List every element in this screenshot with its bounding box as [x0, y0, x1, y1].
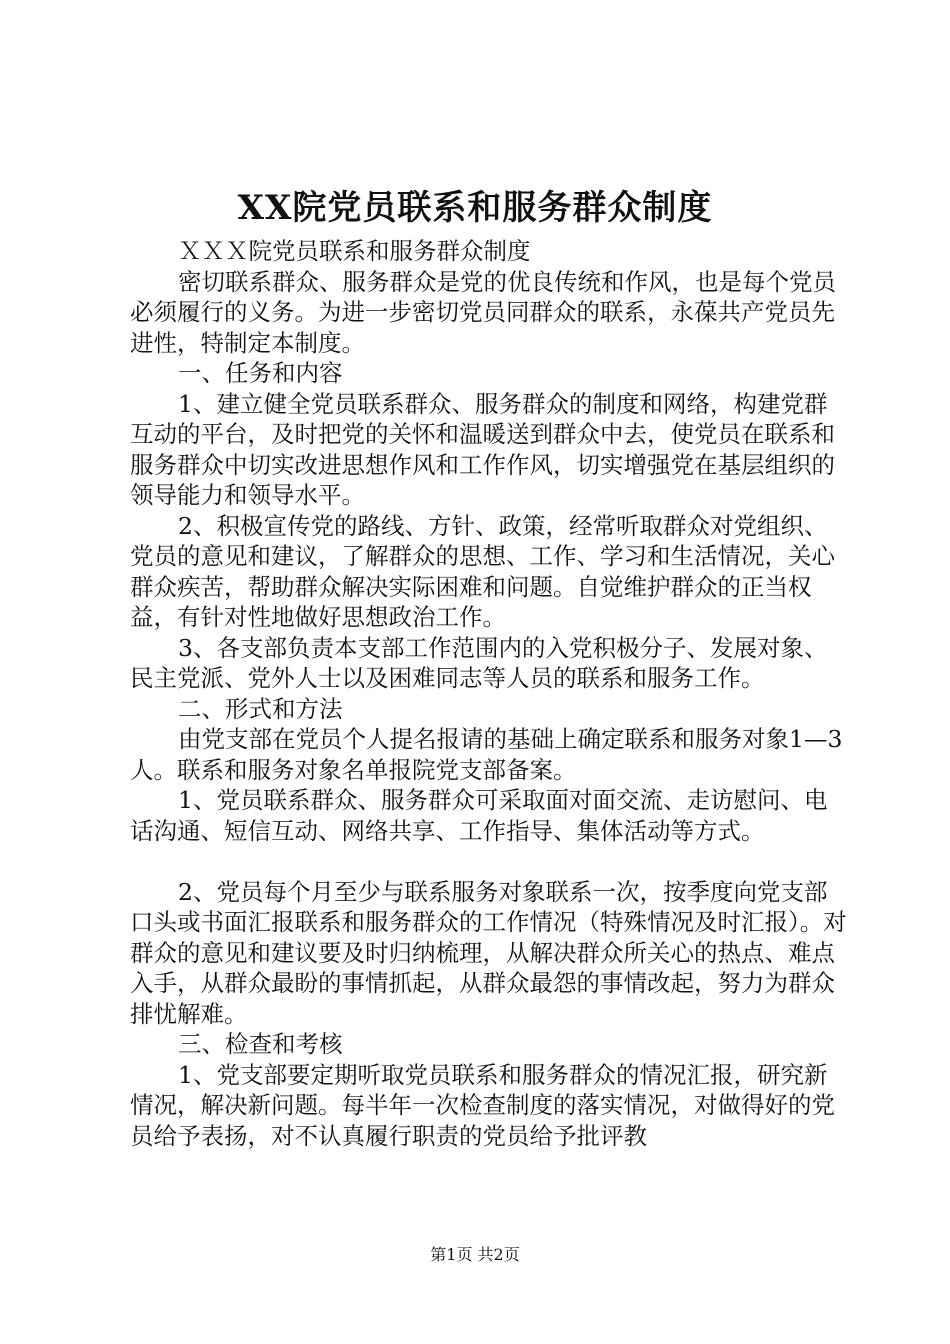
section-heading: 三、检查和考核 [178, 1030, 343, 1058]
page-footer: 第1页 共2页 [430, 1245, 520, 1264]
blank-line [130, 846, 850, 877]
paragraph: 1、党员联系群众、服务群众可采取面对面交流、走访慰问、电话沟通、短信互动、网络共享、工作指导、集体活动等方式。 [130, 786, 828, 845]
section-heading: 一、任务和内容 [178, 359, 343, 387]
paragraph: 2、积极宣传党的路线、方针、政策，经常听取群众对党组织、党员的意见和建议，了解群众的思想、工作、学习和生活情况，关心群众疾苦，帮助群众解决实际困难和问题。自觉维护群众的正当权益，有针对性地做好思想政治工作。 [130, 511, 835, 631]
paragraph: 2、党员每个月至少与联系服务对象联系一次，按季度向党支部口头或书面汇报联系和服务群众的工作情况（特殊情况及时汇报）。对群众的意见和建议要及时归纳梳理，从解决群众所关心的热点、难点入手，从群众最盼的事情抓起，从群众最怨的事情改起，努力为群众排忧解难。 [130, 877, 847, 1028]
paragraph: 1、党支部要定期听取党员联系和服务群众的情况汇报，研究新情况，解决新问题。每半年一次检查制度的落实情况，对做得好的党员给予表扬，对不认真履行职责的党员给予批评教 [130, 1060, 835, 1150]
document-title: XX院党员联系和服务群众制度 [237, 188, 713, 228]
paragraph: 密切联系群众、服务群众是党的优良传统和作风，也是每个党员必须履行的义务。为进一步密切党员同群众的联系，永葆共产党员先进性，特制定本制度。 [130, 267, 836, 357]
paragraph: 由党支部在党员个人提名报请的基础上确定联系和服务对象1—3人。联系和服务对象名单报院党支部备案。 [130, 725, 843, 784]
document-body [130, 236, 850, 1151]
paragraph: 3、各支部负责本支部工作范围内的入党积极分子、发展对象、民主党派、党外人士以及困难同志等人员的联系和服务工作。 [130, 633, 828, 692]
paragraph: ＸＸＸ院党员联系和服务群众制度 [178, 237, 531, 265]
section-heading: 二、形式和方法 [178, 694, 343, 723]
paragraph: 1、建立健全党员联系群众、服务群众的制度和网络，构建党群互动的平台，及时把党的关怀和温暖送到群众中去，使党员在联系和服务群众中切实改进思想作风和工作作风，切实增强党在基层组织的领导能力和领导水平。 [130, 389, 835, 509]
